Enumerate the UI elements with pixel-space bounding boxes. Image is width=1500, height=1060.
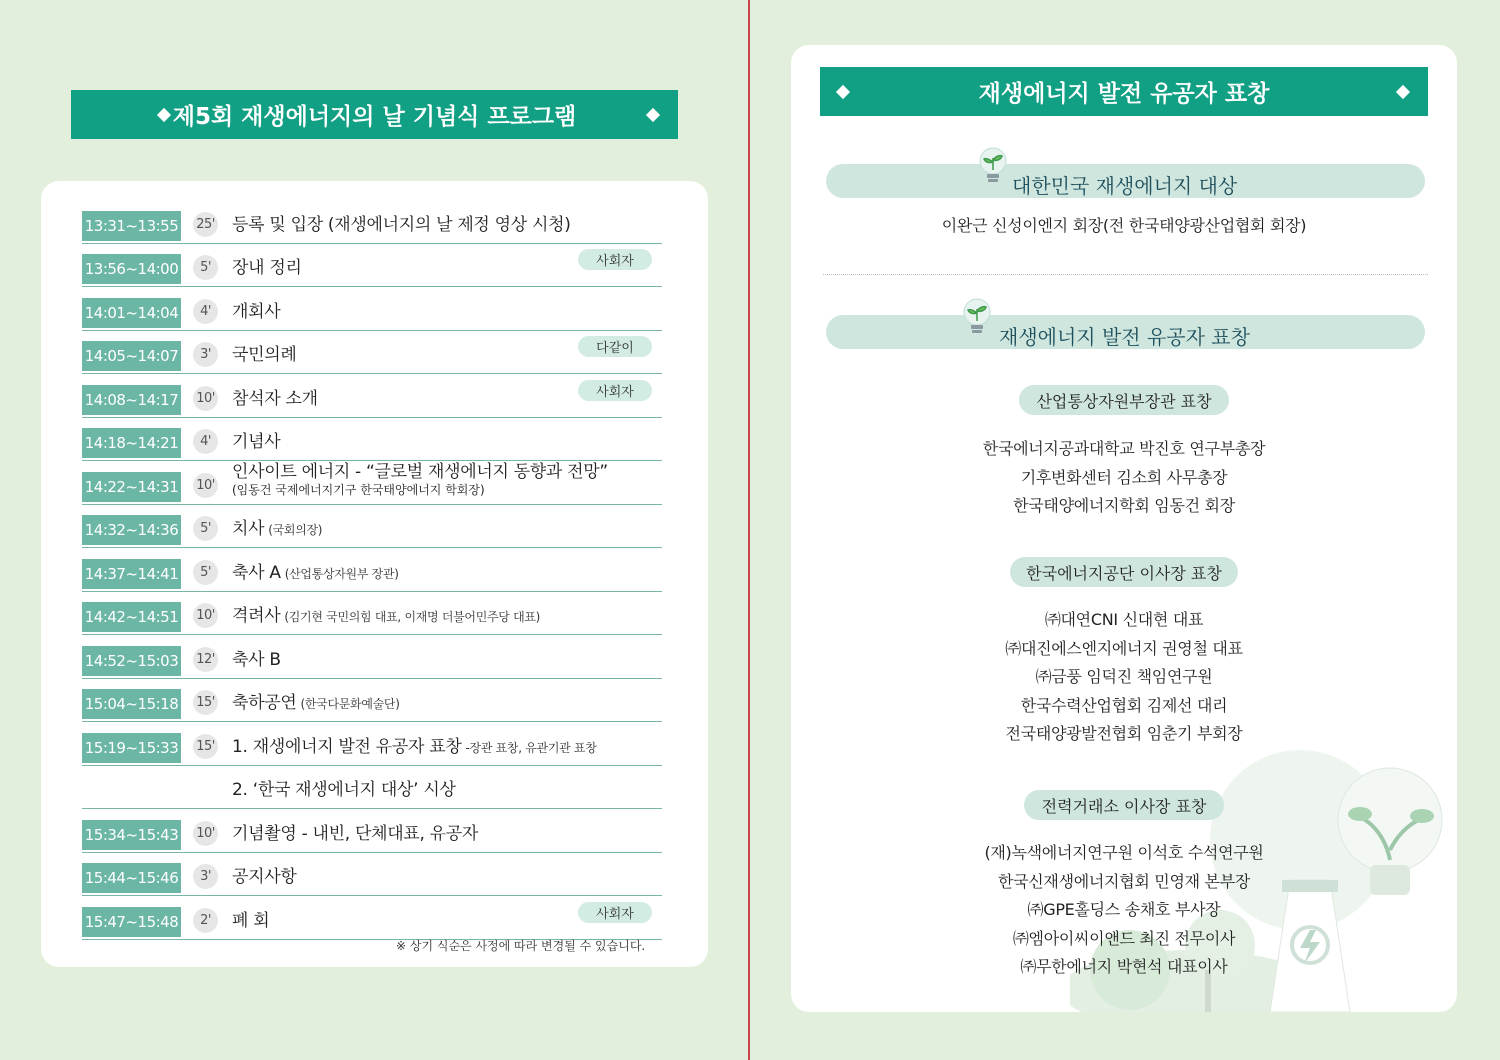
time-slot: 13:31~13:55: [82, 211, 181, 241]
program-item-label: 축사 A: [232, 562, 281, 583]
awards-banner-title: 재생에너지 발전 유공자 표창: [978, 81, 1270, 107]
duration-badge: 5': [193, 560, 218, 585]
awardee-name: 한국신재생에너지협회 민영재 본부장: [997, 871, 1251, 891]
awardee-name: 한국수력산업협회 김제선 대리: [1020, 695, 1228, 715]
program-item-label: 장내 정리: [232, 258, 302, 278]
section-title-grand-prize: 대한민국 재생에너지 대상: [1012, 174, 1238, 198]
program-item-title: [232, 645, 281, 670]
program-item-title: [232, 253, 302, 278]
duration-badge: 3': [193, 342, 218, 367]
program-item-title: [232, 688, 400, 713]
time-slot: 15:19~15:33: [82, 733, 181, 763]
lightbulb-icon: [976, 146, 1010, 186]
grand-prize-winner: 이완근 신성이엔지 회장(전 한국태양광산업협회 회장): [941, 216, 1307, 235]
program-item-title: [232, 457, 608, 482]
role-badge: 사회자: [578, 249, 652, 270]
program-item-label: 인사이트 에너지 - “글로벌 재생에너지 동향과 전망”: [232, 461, 608, 482]
duration-badge: 4': [193, 429, 218, 454]
time-slot: 14:22~14:31: [82, 472, 181, 502]
program-banner: [71, 90, 678, 139]
schedule-row: [82, 766, 662, 810]
schedule-row: [82, 896, 662, 940]
program-item-title: [232, 819, 478, 844]
program-item-label: 1. 재생에너지 발전 유공자 표창: [232, 736, 462, 757]
time-slot: 14:37~14:41: [82, 559, 181, 589]
program-item-title: [232, 732, 597, 757]
schedule-row: [82, 548, 662, 592]
time-slot: 13:56~14:00: [82, 254, 181, 284]
awardee-name: 한국에너지공과대학교 박진호 연구부총장: [982, 439, 1266, 458]
program-item-title: [232, 558, 399, 583]
program-item-label: 개회사: [232, 301, 281, 322]
schedule-row: [82, 853, 662, 897]
duration-badge: 5': [193, 516, 218, 541]
duration-badge: 10': [193, 821, 218, 846]
diamond-icon: [836, 84, 850, 98]
program-item-title: [232, 906, 269, 931]
program-item-label: 참석자 소개: [232, 388, 318, 409]
program-item-title: [232, 514, 322, 539]
schedule-row: [82, 461, 662, 505]
program-item-title: [232, 297, 280, 322]
role-badge: 사회자: [578, 902, 652, 923]
section-title-merit: 재생에너지 발전 유공자 표창: [999, 325, 1250, 349]
duration-badge: 3': [193, 864, 218, 889]
program-item-label: 등록 및 입장 (재생에너지의 날 제정 영상 시청): [232, 214, 571, 235]
schedule-row: [82, 722, 662, 766]
program-item-note: (김기현 국민의힘 대표, 이재명 더불어민주당 대표): [284, 610, 541, 624]
awardee-name: ㈜대진에스엔지에너지 권영철 대표: [1005, 638, 1243, 658]
page-divider: [748, 0, 750, 1060]
program-item-title: [232, 601, 540, 626]
schedule-row: [82, 505, 662, 549]
program-item-title: [232, 384, 318, 409]
duration-badge: 15': [193, 734, 218, 759]
program-item-label: 축사 B: [232, 649, 281, 670]
duration-badge: 25': [193, 212, 218, 237]
award-category-label: 한국에너지공단 이사장 표창: [1010, 557, 1238, 587]
schedule-row: [82, 635, 662, 679]
duration-badge: 4': [193, 299, 218, 324]
awardee-name: ㈜대연CNI 신대현 대표: [1044, 610, 1204, 629]
program-item-label: 치사: [232, 519, 265, 539]
duration-badge: 12': [193, 647, 218, 672]
awardee-name: 기후변화센터 김소희 사무총장: [1020, 467, 1228, 487]
schedule-row: [82, 200, 662, 244]
award-category-label: 전력거래소 이사장 표창: [1024, 790, 1224, 820]
time-slot: 14:01~14:04: [82, 298, 181, 328]
duration-badge: 10': [193, 473, 218, 498]
program-item-title: [232, 340, 297, 365]
program-item-label: 폐 회: [232, 910, 270, 931]
program-item-note: (한국다문화예술단): [300, 697, 400, 711]
lightbulb-icon: [960, 297, 994, 337]
time-slot: 14:08~14:17: [82, 385, 181, 415]
program-item-label: 공지사항: [232, 867, 297, 887]
program-item-title: [232, 210, 571, 235]
awardee-name: ㈜무한에너지 박현석 대표이사: [1020, 957, 1228, 976]
program-item-subtitle: (임동건 국제에너지기구 한국태양에너지 학회장): [232, 482, 485, 497]
awardee-name: 한국태양에너지학회 임동건 회장: [1013, 496, 1235, 515]
program-banner-title: 제5회 재생에너지의 날 기념식 프로그램: [172, 104, 577, 130]
program-item-label: 기념사: [232, 432, 281, 452]
role-badge: 다같이: [578, 336, 652, 357]
program-item-note: -장관 표창, 유관기관 표창: [465, 740, 597, 755]
duration-badge: 5': [193, 255, 218, 280]
schedule-row: [82, 374, 662, 418]
program-item-title: [232, 862, 297, 887]
awardee-name: ㈜금풍 임덕진 책임연구원: [1035, 667, 1213, 686]
schedule-row: [82, 592, 662, 636]
schedule-row: [82, 418, 662, 462]
duration-badge: 10': [193, 603, 218, 628]
time-slot: 15:04~15:18: [82, 689, 181, 719]
program-item-title: [232, 427, 280, 452]
schedule-row: [82, 679, 662, 723]
program-item-label: 격려사: [232, 606, 281, 626]
schedule-row: [82, 809, 662, 853]
diamond-icon: [646, 107, 660, 121]
program-schedule: [82, 200, 662, 940]
awards-banner: [820, 67, 1428, 116]
time-slot: 14:05~14:07: [82, 341, 181, 371]
program-item-title: [232, 775, 456, 800]
schedule-row: [82, 331, 662, 375]
time-slot: 14:32~14:36: [82, 515, 181, 545]
program-item-label: 축하공연: [232, 693, 297, 713]
program-item-note: (산업통상자원부 장관): [284, 566, 399, 581]
time-slot: 15:34~15:43: [82, 820, 181, 850]
time-slot: 15:47~15:48: [82, 907, 181, 937]
program-item-note: (국회의장): [268, 523, 323, 537]
schedule-row: [82, 287, 662, 331]
duration-badge: 2': [193, 908, 218, 933]
diamond-icon: [1396, 84, 1410, 98]
time-slot: 15:44~15:46: [82, 863, 181, 893]
time-slot: 14:18~14:21: [82, 428, 181, 458]
program-item-label: 2. ‘한국 재생에너지 대상’ 시상: [232, 780, 456, 800]
duration-badge: 10': [193, 386, 218, 411]
awardee-name: ㈜GPE홀딩스 송채호 부사장: [1027, 900, 1221, 919]
footnote: ※ 상기 식순은 사정에 따라 변경될 수 있습니다.: [396, 939, 646, 953]
diamond-icon: [157, 107, 171, 121]
duration-badge: 15': [193, 690, 218, 715]
awardee-name: ㈜엠아이씨이앤드 최진 전무이사: [1012, 928, 1236, 948]
role-badge: 사회자: [578, 380, 652, 401]
time-slot: 14:42~14:51: [82, 602, 181, 632]
section-separator: [823, 274, 1428, 275]
program-item-label: 기념촬영 - 내빈, 단체대표, 유공자: [232, 823, 479, 844]
time-slot: 14:52~15:03: [82, 646, 181, 676]
award-category-label: 산업통상자원부장관 표창: [1019, 385, 1229, 415]
awardee-name: (재)녹색에너지연구원 이석호 수석연구원: [984, 843, 1264, 862]
schedule-row: [82, 244, 662, 288]
awardee-name: 전국태양광발전협회 임춘기 부회장: [1005, 724, 1243, 743]
program-item-label: 국민의례: [232, 345, 297, 365]
